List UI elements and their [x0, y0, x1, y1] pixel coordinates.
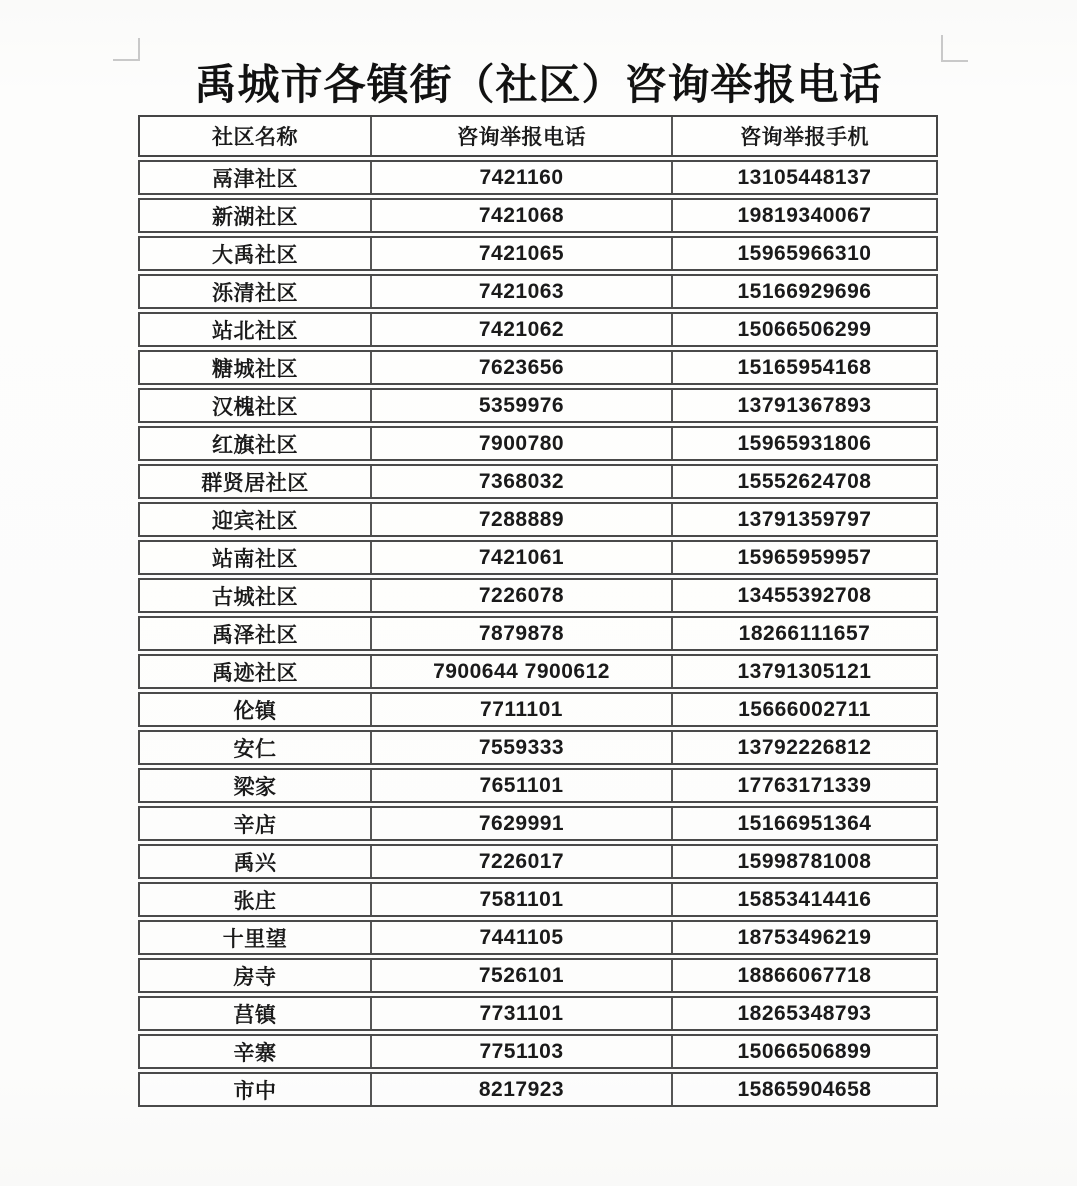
- community-name-cell: 辛店: [233, 813, 277, 837]
- community-name-cell: 禹迹社区: [212, 661, 298, 685]
- table-row: [138, 274, 938, 309]
- report-phone-cell: 7711101: [370, 694, 673, 725]
- community-name-cell: 房寺: [233, 965, 277, 989]
- community-name-cell: 张庄: [233, 889, 277, 913]
- report-mobile-cell: 15965966310: [737, 241, 872, 265]
- report-mobile-cell: 18265348793: [737, 1001, 872, 1025]
- community-name-cell: 迎宾社区: [212, 509, 298, 533]
- report-phone-cell: 7421160: [370, 162, 673, 193]
- community-name-cell: 泺清社区: [212, 281, 298, 305]
- page-title: 禹城市各镇街（社区）咨询举报电话: [194, 61, 883, 108]
- report-phone-cell: 7900780: [370, 428, 673, 459]
- report-phone-cell: 7421062: [370, 314, 673, 345]
- report-phone-cell: 7651101: [370, 770, 673, 801]
- table-row: [138, 882, 938, 917]
- table-row: [138, 844, 938, 879]
- table-row: [138, 1072, 938, 1107]
- community-name-cell: 大禹社区: [212, 243, 298, 267]
- report-phone-cell: 7629991: [370, 808, 673, 839]
- report-phone-cell: 7421063: [370, 276, 673, 307]
- table-row: [138, 350, 938, 385]
- report-mobile-cell: 15853414416: [737, 887, 872, 911]
- report-phone-cell: 5359976: [370, 390, 673, 421]
- table-row: [138, 616, 938, 651]
- report-phone-cell: 7226078: [370, 580, 673, 611]
- community-name-cell: 汉槐社区: [212, 395, 298, 419]
- community-name-cell: 十里望: [222, 927, 288, 951]
- table-row: [138, 198, 938, 233]
- report-mobile-cell: 15166929696: [737, 279, 872, 303]
- community-name-cell: 安仁: [233, 737, 277, 761]
- table-row: [138, 730, 938, 765]
- community-name-cell: 禹泽社区: [212, 623, 298, 647]
- table-row: [138, 806, 938, 841]
- report-phone-cell: 7421065: [370, 238, 673, 269]
- header-report-mobile: 咨询举报手机: [740, 126, 869, 149]
- community-name-cell: 群贤居社区: [201, 471, 309, 495]
- community-name-cell: 辛寨: [233, 1041, 277, 1065]
- report-mobile-cell: 15965959957: [737, 545, 872, 569]
- report-mobile-cell: 15066506299: [737, 317, 872, 341]
- report-phone-cell: 7421061: [370, 542, 673, 573]
- report-mobile-cell: 18866067718: [737, 963, 872, 987]
- report-mobile-cell: 19819340067: [737, 203, 872, 227]
- table-row: [138, 654, 938, 689]
- table-row: [138, 996, 938, 1031]
- table-row: [138, 540, 938, 575]
- report-phone-cell: 7623656: [370, 352, 673, 383]
- report-mobile-cell: 13791305121: [737, 659, 872, 683]
- table-row: [138, 464, 938, 499]
- report-mobile-cell: 15552624708: [737, 469, 872, 493]
- report-phone-cell: 7751103: [370, 1036, 673, 1067]
- report-phone-cell: 7559333: [370, 732, 673, 763]
- report-mobile-cell: 15165954168: [737, 355, 872, 379]
- header-report-phone: 咨询举报电话: [370, 117, 673, 155]
- report-phone-cell: 7421068: [370, 200, 673, 231]
- report-mobile-cell: 17763171339: [737, 773, 872, 797]
- report-mobile-cell: 18266111657: [738, 621, 871, 645]
- table-row: [138, 578, 938, 613]
- table-row: [138, 692, 938, 727]
- table-row: [138, 920, 938, 955]
- report-phone-cell: 8217923: [370, 1074, 673, 1105]
- table-row: [138, 958, 938, 993]
- table-row: [138, 312, 938, 347]
- community-name-cell: 红旗社区: [212, 433, 298, 457]
- report-mobile-cell: 18753496219: [737, 925, 872, 949]
- community-name-cell: 梁家: [233, 775, 277, 799]
- community-name-cell: 新湖社区: [212, 205, 298, 229]
- report-phone-cell: 7731101: [370, 998, 673, 1029]
- report-phone-cell: 7368032: [370, 466, 673, 497]
- report-mobile-cell: 15066506899: [737, 1039, 872, 1063]
- header-community-name: 社区名称: [212, 126, 298, 149]
- phone-directory-table: [138, 115, 938, 1110]
- report-phone-cell: 7288889: [370, 504, 673, 535]
- table-row: [138, 236, 938, 271]
- community-name-cell: 站北社区: [212, 319, 298, 343]
- report-mobile-cell: 15865904658: [737, 1077, 872, 1101]
- report-phone-cell: 7879878: [370, 618, 673, 649]
- report-mobile-cell: 13791367893: [737, 393, 872, 417]
- report-mobile-cell: 13791359797: [737, 507, 872, 531]
- table-row: [138, 1034, 938, 1069]
- community-name-cell: 市中: [233, 1079, 277, 1103]
- report-phone-cell: 7526101: [370, 960, 673, 991]
- report-phone-cell: 7226017: [370, 846, 673, 877]
- report-mobile-cell: 13105448137: [737, 165, 872, 189]
- report-mobile-cell: 15166951364: [737, 811, 872, 835]
- community-name-cell: 古城社区: [212, 585, 298, 609]
- community-name-cell: 禹兴: [233, 851, 277, 875]
- table-row: [138, 160, 938, 195]
- report-phone-cell: 7900644 7900612: [370, 656, 673, 687]
- report-mobile-cell: 15965931806: [737, 431, 872, 455]
- table-row: [138, 768, 938, 803]
- report-phone-cell: 7441105: [370, 922, 673, 953]
- report-mobile-cell: 15998781008: [737, 849, 872, 873]
- report-mobile-cell: 13455392708: [737, 583, 872, 607]
- community-name-cell: 莒镇: [233, 1003, 277, 1027]
- community-name-cell: 站南社区: [212, 547, 298, 571]
- community-name-cell: 糖城社区: [212, 357, 298, 381]
- community-name-cell: 鬲津社区: [212, 167, 298, 191]
- community-name-cell: 伦镇: [233, 699, 277, 723]
- table-row: [138, 426, 938, 461]
- table-body: [138, 160, 938, 1107]
- table-row: [138, 502, 938, 537]
- report-phone-cell: 7581101: [370, 884, 673, 915]
- report-mobile-cell: 13792226812: [737, 735, 872, 759]
- table-row: [138, 388, 938, 423]
- report-mobile-cell: 15666002711: [738, 697, 871, 721]
- table-header-row: [138, 115, 938, 157]
